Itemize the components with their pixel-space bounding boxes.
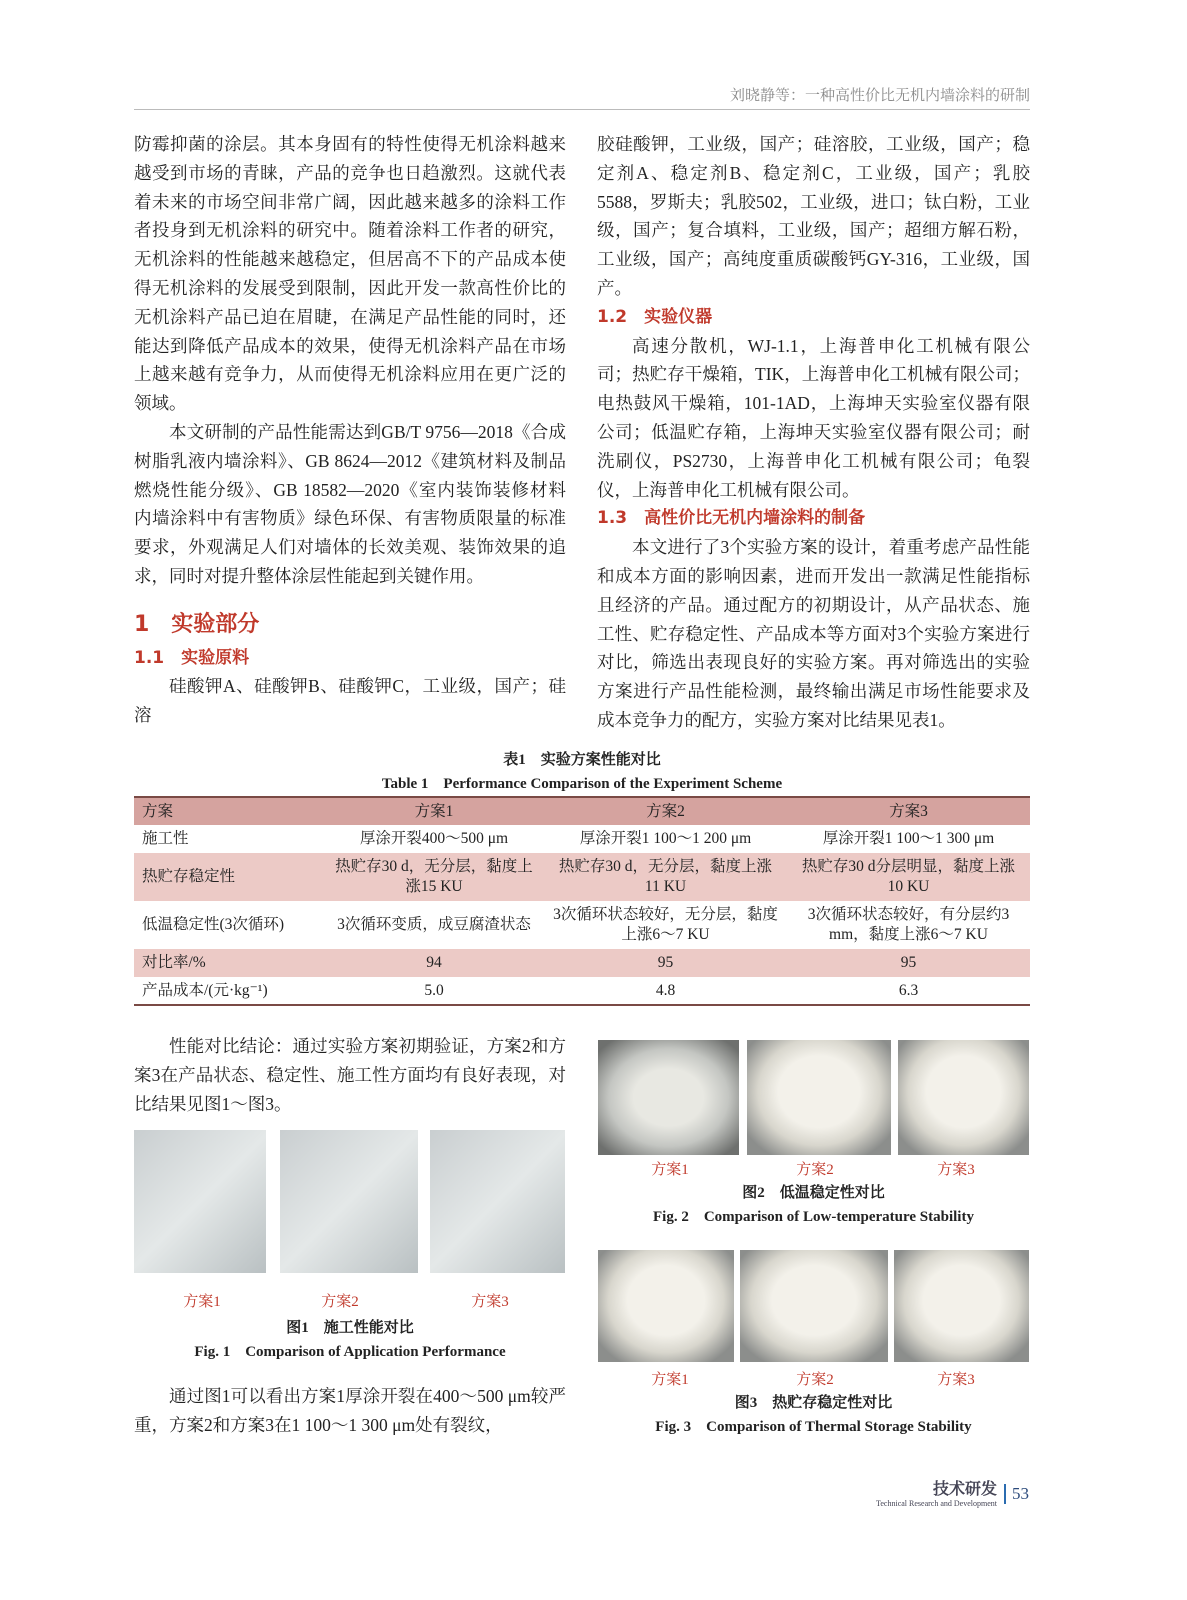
paragraph: 通过图1可以看出方案1厚涂开裂在400～500 μm较严重，方案2和方案3在1 100～1 300 μm处有裂纹， [134, 1386, 566, 1435]
fig1-photo-scheme1 [134, 1130, 266, 1273]
cell: 95 [787, 949, 1030, 977]
cell: 3次循环状态较好，无分层，黏度上涨6～7 KU [553, 906, 778, 943]
fig3-photo-scheme3 [894, 1250, 1029, 1362]
cell: 5.0 [324, 977, 544, 1005]
cell: 厚涂开裂1 100～1 200 μm [579, 830, 752, 847]
cell: 热贮存稳定性 [134, 853, 324, 901]
left-column [134, 130, 584, 730]
cell: 95 [544, 949, 787, 977]
fig2-caption-cn: 图2 低温稳定性对比 [742, 1185, 885, 1201]
subsection-heading: 1.1 实验原料 [134, 647, 250, 668]
footer-section [876, 1476, 997, 1508]
fig1-label: 方案1 [183, 1294, 221, 1310]
cell: 热贮存30 d，无分层，黏度上涨15 KU [324, 853, 544, 901]
fig2-label: 方案2 [796, 1162, 834, 1178]
fig1-caption-cn: 图1 施工性能对比 [286, 1320, 414, 1336]
cell: 94 [324, 949, 544, 977]
table-row [134, 977, 1030, 1005]
fig1-photo-scheme3 [430, 1130, 565, 1273]
fig3-photo-scheme2 [740, 1250, 888, 1362]
fig2-photo-scheme2 [747, 1040, 891, 1155]
paragraph: 胶硅酸钾，工业级，国产；硅溶胶，工业级，国产；稳定剂A、稳定剂B、稳定剂C，工业级，国产；乳胶5588，罗斯夫；乳胶502，工业级，进口；钛白粉，工业级，国产；复合填料，工业级，国产；超细方解石粉，工业级，国产；高纯度重质碳酸钙GY-316，工业级，国产。 [597, 134, 1030, 298]
fig2-caption-en: Fig. 2 Comparison of Low-temperature Stability [653, 1209, 974, 1225]
cell: 低温稳定性(3次循环) [142, 916, 285, 933]
subsection-heading: 1.2 实验仪器 [597, 306, 713, 327]
left-bottom-text [134, 1382, 566, 1440]
fig3-caption-cn: 图3 热贮存稳定性对比 [734, 1395, 893, 1411]
cell: 厚涂开裂400～500 μm [359, 830, 509, 847]
section-heading: 1 实验部分 [134, 611, 260, 637]
right-column [597, 130, 1030, 735]
cell: 施工性 [142, 830, 189, 847]
cell: 4.8 [544, 977, 787, 1005]
cell: 热贮存30 d，无分层，黏度上涨11 KU [544, 853, 787, 901]
fig2-photo-scheme1 [598, 1040, 739, 1155]
footer-section-en: Technical Research and Development [876, 1499, 997, 1508]
paragraph: 高速分散机，WJ-1.1，上海普申化工机械有限公司；热贮存干燥箱，TIK，上海普申化工机械有限公司；电热鼓风干燥箱，101-1AD，上海坤天实验室仪器有限公司；低温贮存箱，上海坤天实验室仪器有限公司；耐洗刷仪，PS2730，上海普申化工机械有限公司；龟裂仪，上海普申化工机械有限公司。 [597, 335, 1030, 500]
paragraph: 本文研制的产品性能需达到GB/T 9756—2018《合成树脂乳液内墙涂料》、GB 8624—2012《建筑材料及制品燃烧性能分级》、GB 18582—2020《室内装饰装修材料 内墙涂料中有害物质》绿色环保、有害物质限量的标准要求，外观满足人们对墙体的长效美观、装饰效果的追求，同时对提升整体涂层性能起到关键作用。 [134, 421, 584, 586]
page-number: 53 [1004, 1484, 1029, 1504]
fig2-photo-scheme3 [898, 1040, 1029, 1155]
fig3-photo-scheme1 [598, 1250, 734, 1362]
table-row [134, 825, 1030, 853]
table-row [134, 949, 1030, 977]
cell: 对比率/% [134, 949, 324, 977]
fig3-label: 方案3 [937, 1372, 975, 1388]
fig1-label: 方案3 [471, 1294, 509, 1310]
cell: 热贮存30 d分层明显，黏度上涨10 KU [787, 853, 1030, 901]
table-1 [134, 748, 1030, 1006]
header-cell: 方案 [134, 797, 324, 825]
footer-section-cn: 技术研发 [932, 1479, 997, 1498]
table-row [134, 853, 1030, 901]
table-caption-cn: 表1 实验方案性能对比 [503, 752, 661, 768]
table-row [134, 901, 1030, 949]
fig2-label: 方案1 [651, 1162, 689, 1178]
fig1-caption-en: Fig. 1 Comparison of Application Performance [194, 1344, 506, 1360]
cell: 3次循环状态较好，有分层约3 mm，黏度上涨6～7 KU [807, 906, 1010, 943]
left-lower-text [134, 1032, 566, 1118]
cell: 产品成本/(元·kg⁻¹) [134, 977, 324, 1005]
table-header-row [134, 797, 1030, 825]
header-cell: 方案1 [324, 797, 544, 825]
subsection-heading: 1.3 高性价比无机内墙涂料的制备 [597, 508, 866, 529]
running-header: 刘晓静等：一种高性价比无机内墙涂料的研制 [134, 84, 1030, 110]
fig3-label: 方案2 [796, 1372, 834, 1388]
fig3-label: 方案1 [651, 1372, 689, 1388]
cell: 6.3 [787, 977, 1030, 1005]
paragraph: 本文进行了3个实验方案的设计，着重考虑产品性能和成本方面的影响因素，进而开发出一款满足性能指标且经济的产品。通过配方的初期设计，从产品状态、施工性、贮存稳定性、产品成本等方面对3个实验方案进行对比，筛选出表现良好的实验方案。再对筛选出的实验方案进行产品性能检测，最终输出满足市场性能要求及成本竞争力的配方，实验方案对比结果见表1。 [597, 537, 1030, 730]
cell: 3次循环变质，成豆腐渣状态 [337, 916, 531, 933]
paragraph: 硅酸钾A、硅酸钾B、硅酸钾C，工业级，国产；硅溶 [134, 676, 566, 726]
fig1-label: 方案2 [321, 1294, 359, 1310]
header-cell: 方案3 [787, 797, 1030, 825]
fig3-caption-en: Fig. 3 Comparison of Thermal Storage Stability [655, 1419, 972, 1435]
fig2-label: 方案3 [937, 1162, 975, 1178]
paragraph: 性能对比结论：通过实验方案初期验证，方案2和方案3在产品状态、稳定性、施工性方面均有良好表现，对比结果见图1～图3。 [134, 1036, 566, 1114]
paragraph: 防霉抑菌的涂层。其本身固有的特性使得无机涂料越来越受到市场的青睐，产品的竞争也日趋激烈。这就代表着未来的市场空间非常广阔，因此越来越多的涂料工作者投身到无机涂料的研究中。随着涂料工作者的研究，无机涂料的性能越来越稳定，但居高不下的产品成本使得无机涂料的发展受到限制，因此开发一款高性价比的无机涂料产品已迫在眉睫，在满足产品性能的同时，还能达到降低产品成本的效果，使得无机涂料产品在市场上越来越有竞争力，从而使得无机涂料应用在更广泛的领域。 [134, 134, 566, 414]
table-caption-en: Table 1 Performance Comparison of the Experiment Scheme [381, 776, 783, 792]
comparison-table [134, 796, 1030, 1006]
fig1-photo-scheme2 [280, 1130, 418, 1273]
header-cell: 方案2 [544, 797, 787, 825]
cell: 厚涂开裂1 100～1 300 μm [822, 830, 995, 847]
